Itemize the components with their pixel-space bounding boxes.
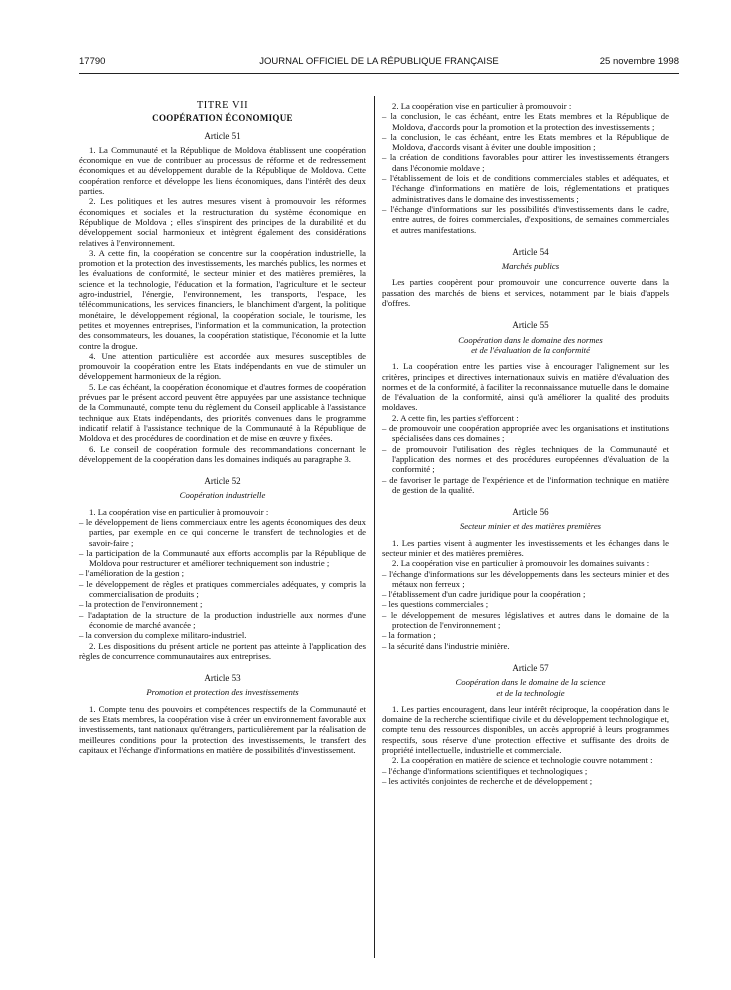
article-54-paragraph-1: Les parties coopèrent pour promouvoir une concurrence ouverte dans la passation des marchés de biens et services, notamment par le biais d'appels d'offres. [382,277,669,309]
article-55-subtitle-line-1: Coopération dans le domaine des normes [458,334,603,345]
article-55-list [382,423,669,495]
list-item: – la conclusion, le cas échéant, entre les Etats membres et la République de Moldova, d'accords visant à éviter une double imposition ; [382,132,669,153]
running-header [79,56,679,70]
list-item: – de promouvoir une coopération appropriée avec les organisations et institutions spécialisées dans ces domaines ; [382,423,669,444]
article-56-paragraph-1: 1. Les parties visent à augmenter les investissements et les échanges dans le secteur minier et des matières premières. [382,537,669,558]
list-item: – de promouvoir l'utilisation des règles techniques de la Communauté et l'application des normes et des procédures européennes d'évaluation de la conformité ; [382,444,669,475]
list-item: – l'échange d'informations scientifiques et technologiques ; [382,766,669,776]
journal-title: JOURNAL OFFICIEL DE LA RÉPUBLIQUE FRANÇAISE [259,56,499,67]
list-item: – le développement de liens commerciaux entre les agents économiques des deux parties, par exemple en ce qui concerne le transfert de technologies et de savoir-faire ; [79,517,366,548]
article-51-paragraph-5: 5. Le cas échéant, la coopération économique et d'autres formes de coopération prévues par le présent accord peuvent être appuyées par une assistance technique de la Communauté, compte tenu du règlement du Conseil applicable à l'assistance technique aux Etats indépendants, des priorités convenues dans le programme indicatif relatif à l'assistance technique de la Communauté à la République de Moldova et des procédures de coordination et de mise en œuvre y fixées. [79,381,366,444]
list-item: – la participation de la Communauté aux efforts accomplis par la République de Moldova pour restructurer et améliorer techniquement son industrie ; [79,548,366,569]
article-55-subtitle-line-2: et de l'évaluation de la conformité [471,344,590,355]
article-51-paragraph-2: 2. Les politiques et les autres mesures visent à promouvoir les réformes économiques et sociales et la restructuration du système économique en République de Moldova ; elles s'inspirent des principes de la durabilité et du développement social harmonieux et intègrent également des considérations relatives à l'environnement. [79,196,366,248]
article-53-paragraph-2: 2. La coopération vise en particulier à promouvoir : [392,101,572,111]
list-item: – les questions commerciales ; [382,599,669,609]
section-heading: COOPÉRATION ÉCONOMIQUE [152,113,293,124]
list-item: – la conversion du complexe militaro-industriel. [79,630,366,640]
article-52-list [79,517,366,641]
list-item: – la formation ; [382,630,669,640]
title-heading: TITRE VII [196,100,249,111]
article-53-list [382,111,669,235]
article-57-paragraph-1: 1. Les parties encouragent, dans leur intérêt réciproque, la coopération dans le domaine de la recherche scientifique civile et du développement technologique et, compte tenu des ressources disponibles, un accès approprié à leurs programmes respectifs, sous réserve d'une protection effective et suffisante des droits de propriété intellectuelle, industrielle et commerciale. [382,703,669,756]
page-number: 17790 [79,56,106,67]
list-item: – le développement de règles et pratiques commerciales adéquates, y compris la commercialisation de produits ; [79,579,366,600]
article-57-title: Article 57 [512,662,549,673]
list-item: – l'établissement de lois et de conditions commerciales stables et adéquates, et l'échange d'informations en matière de lois, réglementations et pratiques administratives dans le domaine des investissements ; [382,173,669,204]
article-57-subtitle-line-1: Coopération dans le domaine de la science [455,677,606,688]
article-51-paragraph-1: 1. La Communauté et la République de Moldova établissent une coopération économique en vue de contribuer au processus de réforme et de redressement économiques et au développement durable de la République de Moldova. Cette coopération renforce et développe les liens économiques, dans l'intérêt des deux parties. [79,144,366,197]
article-56-paragraph-2: 2. La coopération vise en particulier à promouvoir les domaines suivants : [392,558,650,569]
article-51-paragraph-3: 3. A cette fin, la coopération se concentre sur la coopération industrielle, la promotion et la protection des investissements, les marchés publics, les normes et les évaluations de conformité, le secteur minier et des matières premières, la science et la technologie, l'éducation et la formation, l'agriculture et le secteur agro-industriel, l'énergie, l'environnement, les transports, l'espace, les télécommunications, les services financiers, le blanchiment d'argent, la politique monétaire, le développement régional, la coopération sociale, le tourisme, les petites et moyennes entreprises, l'information et la communication, la protection des consommateurs, les douanes, la coopération statistique, l'économie et la lutte contre la drogue. [79,247,366,351]
article-57-subtitle-line-2: et de la technologie [496,687,565,698]
list-item: – l'adaptation de la structure de la production industrielle aux normes d'une économie de marché avancée ; [79,610,366,631]
article-55-paragraph-1: 1. La coopération entre les parties vise à encourager l'alignement sur les critères, principes et directives internationaux suivis en matière d'évaluation des normes et de la conformité, à faciliter la reconnaissance mutuelle dans le domaine de l'évaluation de la conformité, ainsi qu'à améliorer la qualité des produits moldaves. [382,361,669,413]
article-52-title: Article 52 [204,476,241,487]
list-item: – la protection de l'environnement ; [79,599,366,609]
article-56-title: Article 56 [512,507,549,518]
article-54-title: Article 54 [512,246,549,257]
article-53-title: Article 53 [204,673,241,684]
article-56-list [382,569,669,651]
article-57-list [382,766,669,787]
article-55-paragraph-2: 2. A cette fin, les parties s'efforcent : [392,412,519,423]
list-item: – la conclusion, le cas échéant, entre les Etats membres et la République de Moldova, d'accords pour la promotion et la protection des investissements ; [382,111,669,132]
article-57-paragraph-2: 2. La coopération en matière de science et technologie couvre notamment : [392,755,653,766]
article-52-paragraph-1: 1. La coopération vise en particulier à promouvoir : [89,506,269,517]
issue-date: 25 novembre 1998 [599,56,679,67]
article-55-title: Article 55 [512,320,549,331]
article-51-title: Article 51 [204,130,241,141]
right-column [382,101,669,786]
left-column [79,101,366,755]
article-54-subtitle: Marchés publics [501,261,560,272]
article-53-subtitle: Promotion et protection des investissements [146,687,299,698]
list-item: – la sécurité dans l'industrie minière. [382,641,669,651]
article-52-subtitle: Coopération industrielle [179,490,266,501]
list-item: – de favoriser le partage de l'expérience et de l'information technique en matière de gestion de la qualité. [382,475,669,496]
article-53-paragraph-1: 1. Compte tenu des pouvoirs et compétences respectifs de la Communauté et de ses Etats membres, la coopération vise à créer un environnement favorable aux investissements, tant nationaux qu'étrangers, particulièrement par la réalisation de meilleures conditions pour la protection des investissements, le transfert des capitaux et l'échange d'informations en matière de possibilités d'investissement. [79,703,366,755]
list-item: – la création de conditions favorables pour attirer les investissements étrangers dans l'économie moldave ; [382,152,669,173]
list-item: – l'échange d'informations sur les possibilités d'investissements dans le cadre, entre autres, de foires commerciales, d'expositions, de semaines commerciales et autres manifestations. [382,204,669,235]
list-item: – l'amélioration de la gestion ; [79,568,366,578]
list-item: – les activités conjointes de recherche et de développement ; [382,776,669,786]
list-item: – le développement de mesures législatives et autres dans le domaine de la protection de l'environnement ; [382,610,669,631]
article-51-paragraph-6: 6. Le conseil de coopération formule des recommandations concernant le développement de la coopération dans les domaines indiqués au paragraphe 3. [79,443,366,464]
column-rule [374,96,375,958]
list-item: – l'établissement d'un cadre juridique pour la coopération ; [382,589,669,599]
list-item: – l'échange d'informations sur les développements dans les secteurs minier et des métaux non ferreux ; [382,569,669,590]
article-56-subtitle: Secteur minier et des matières premières [459,521,602,532]
article-52-paragraph-2: 2. Les dispositions du présent article ne portent pas atteinte à l'application des règles de concurrence communautaires aux entreprises. [79,640,366,661]
header-rule [79,73,679,74]
article-51-paragraph-4: 4. Une attention particulière est accordée aux mesures susceptibles de promouvoir la coopération entre les Etats indépendants en vue de stimuler un développement harmonieux de la région. [79,350,366,382]
